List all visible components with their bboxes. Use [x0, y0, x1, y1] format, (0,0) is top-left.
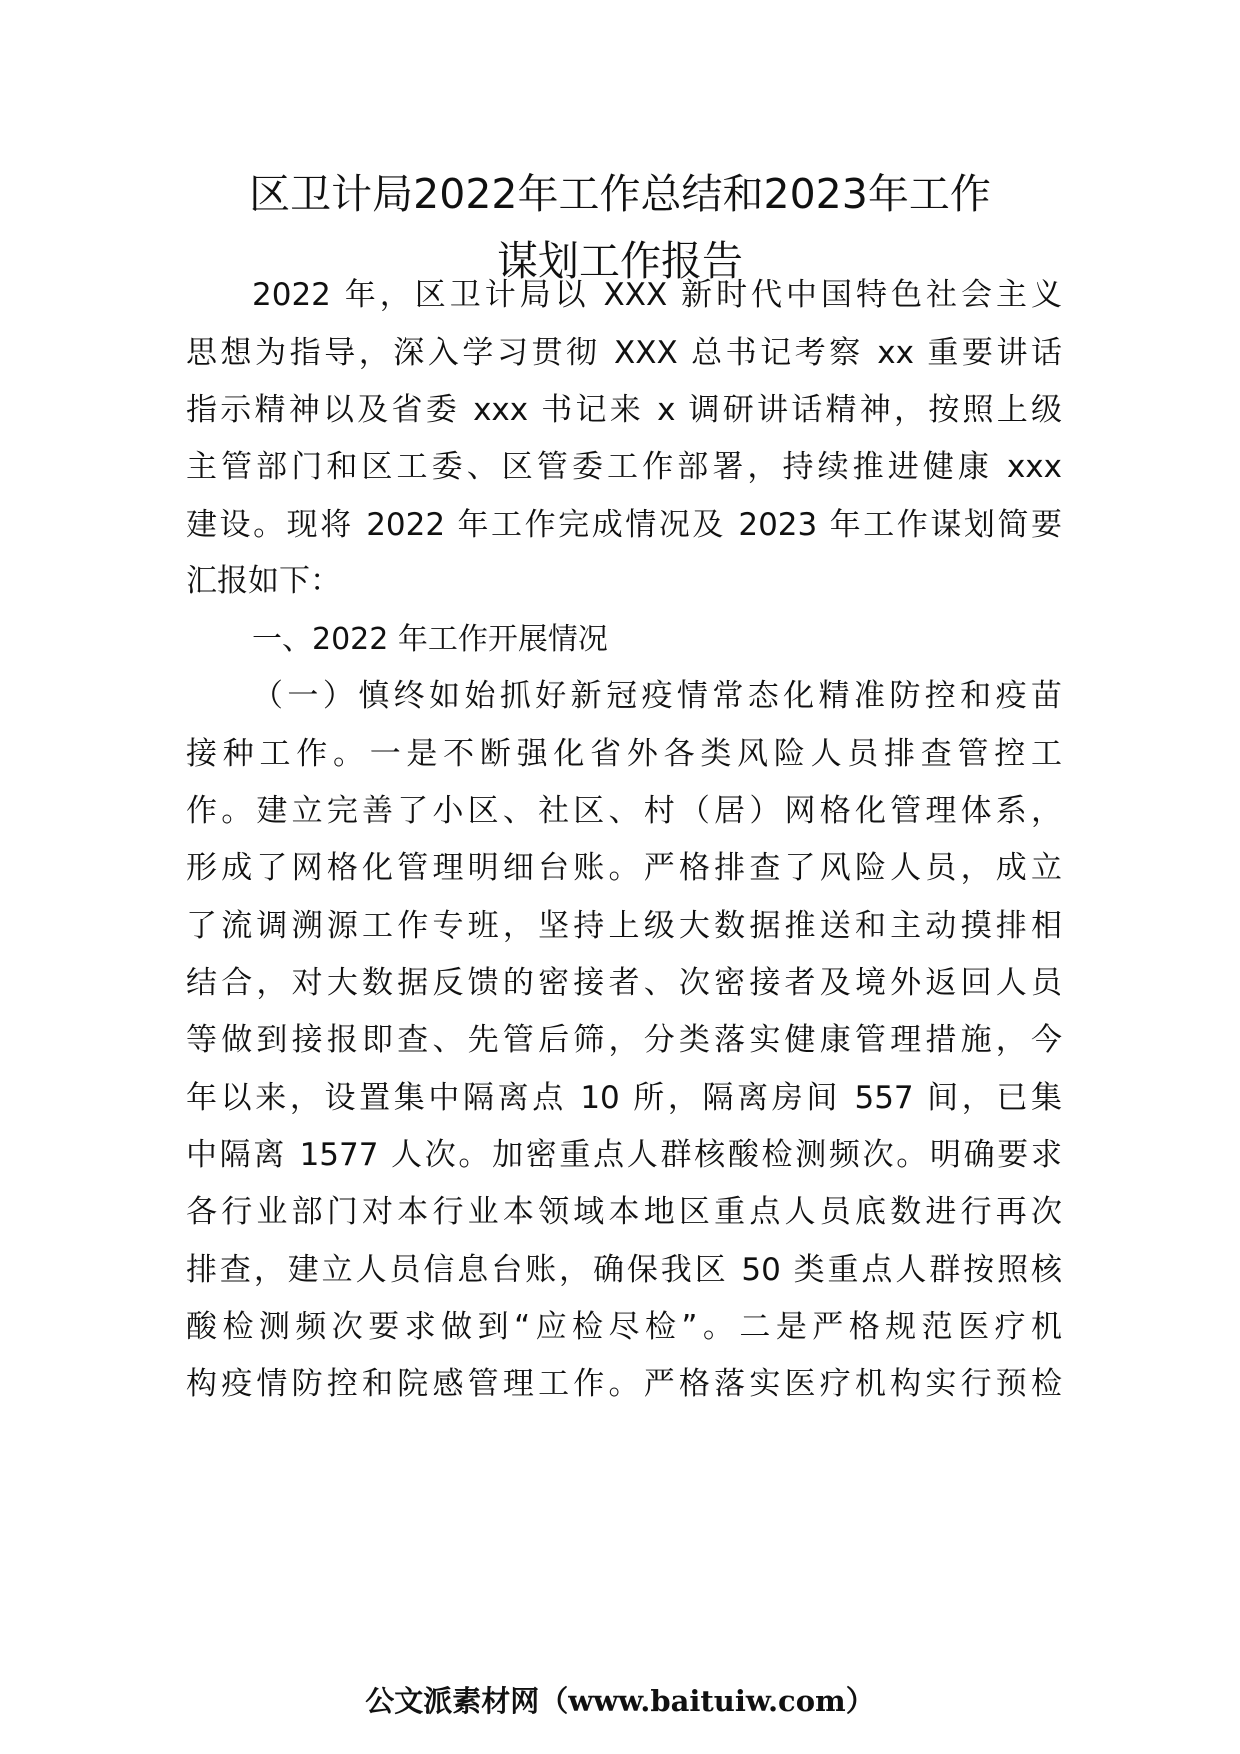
document-title-line-1: 区卫计局2022年工作总结和2023年工作 — [249, 170, 991, 218]
footer-watermark: 公文派素材网（www.baituiw.com） — [365, 1684, 875, 1718]
document-title-line-2: 谋划工作报告 — [497, 237, 743, 285]
body-line: 2022 年，区卫计局以 XXX 新时代中国特色社会主义 — [252, 277, 1062, 313]
body-line: 指示精神以及省委 xxx 书记来 x 调研讲话精神，按照上级 — [186, 392, 1062, 428]
body-line: 建设。现将 2022 年工作完成情况及 2023 年工作谋划简要 — [186, 507, 1062, 543]
body-line: 中隔离 1577 人次。加密重点人群核酸检测频次。明确要求 — [186, 1137, 1062, 1173]
body-line: 主管部门和区工委、区管委工作部署，持续推进健康 xxx — [186, 449, 1062, 485]
body-line: 排查，建立人员信息台账，确保我区 50 类重点人群按照核 — [186, 1252, 1062, 1288]
body-line: 接种工作。一是不断强化省外各类风险人员排查管控工 — [186, 736, 1062, 772]
body-line: 等做到接报即查、先管后筛，分类落实健康管理措施，今 — [186, 1022, 1062, 1058]
body-line: 构疫情防控和院感管理工作。严格落实医疗机构实行预检 — [186, 1366, 1062, 1402]
body-line: 了流调溯源工作专班，坚持上级大数据推送和主动摸排相 — [186, 908, 1062, 944]
section-heading: 一、2022 年工作开展情况 — [252, 622, 608, 657]
body-line: 作。建立完善了小区、社区、村（居）网格化管理体系， — [186, 793, 1062, 829]
body-line: 思想为指导，深入学习贯彻 XXX 总书记考察 xx 重要讲话 — [186, 335, 1062, 371]
body-line: 酸检测频次要求做到“应检尽检”。二是严格规范医疗机 — [186, 1309, 1062, 1345]
body-line: 汇报如下： — [186, 563, 341, 599]
body-line: 结合，对大数据反馈的密接者、次密接者及境外返回人员 — [186, 965, 1062, 1001]
body-line: 年以来，设置集中隔离点 10 所，隔离房间 557 间，已集 — [186, 1080, 1062, 1116]
body-line: 各行业部门对本行业本领域本地区重点人员底数进行再次 — [186, 1194, 1062, 1230]
body-line: 形成了网格化管理明细台账。严格排查了风险人员，成立 — [186, 850, 1062, 886]
body-line: （一）慎终如始抓好新冠疫情常态化精准防控和疫苗 — [252, 678, 1062, 714]
